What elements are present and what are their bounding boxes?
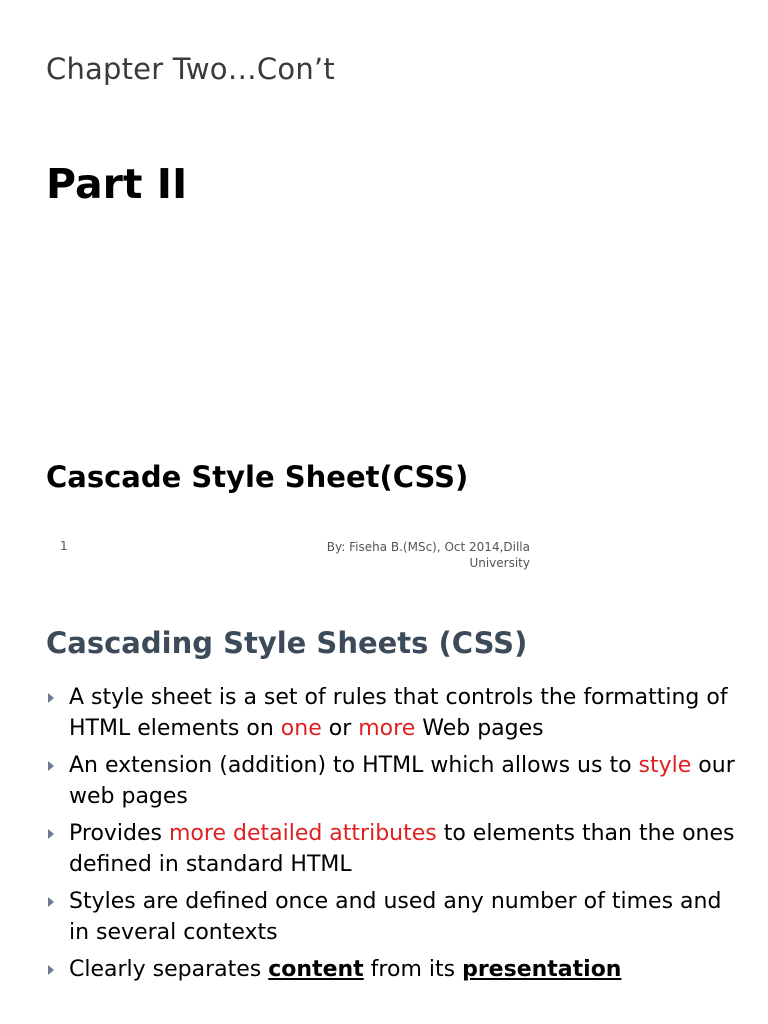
bullet-text: our web pages <box>69 753 735 809</box>
footer-line-2: University <box>469 556 530 570</box>
highlight-text: more detailed attributes <box>169 821 437 846</box>
bullet-item <box>46 818 736 880</box>
highlight-text: one <box>280 716 322 741</box>
bullet-item <box>46 750 736 812</box>
bullet-item <box>46 682 736 744</box>
triangle-bullet-icon <box>48 829 54 839</box>
bullet-text: Provides <box>69 821 169 846</box>
bullet-text: Styles are defined once and used any number of times and in several contexts <box>69 889 722 945</box>
slide-subtitle: Cascade Style Sheet(CSS) <box>46 460 469 494</box>
chapter-title: Chapter Two…Con’t <box>46 52 335 86</box>
footer-line-1: By: Fiseha B.(MSc), Oct 2014,Dilla <box>326 540 530 554</box>
bullet-text: to elements than the ones defined in standard HTML <box>69 821 735 877</box>
bullet-item <box>46 954 736 985</box>
bullet-text: A style sheet is a set of rules that controls the formatting of HTML elements on <box>69 685 728 741</box>
triangle-bullet-icon <box>48 761 54 771</box>
highlight-text: more <box>358 716 416 741</box>
triangle-bullet-icon <box>48 965 54 975</box>
slide-heading: Cascading Style Sheets (CSS) <box>46 626 528 660</box>
bullet-text: An extension (addition) to HTML which allows us to <box>69 753 639 778</box>
content-slide <box>0 590 768 1024</box>
emphasis-text: presentation <box>462 957 622 982</box>
bullet-item <box>46 886 736 948</box>
triangle-bullet-icon <box>48 693 54 703</box>
bullet-text: Clearly separates <box>69 957 269 982</box>
bullet-text: or <box>321 716 359 741</box>
bullet-text: Web pages <box>415 716 544 741</box>
highlight-text: style <box>638 753 692 778</box>
emphasis-text: content <box>268 957 364 982</box>
bullet-list <box>46 682 736 991</box>
slide-number: 1 <box>60 539 68 553</box>
triangle-bullet-icon <box>48 897 54 907</box>
footer-credit <box>270 539 530 571</box>
bullet-text: from its <box>363 957 463 982</box>
part-title: Part II <box>46 160 188 208</box>
